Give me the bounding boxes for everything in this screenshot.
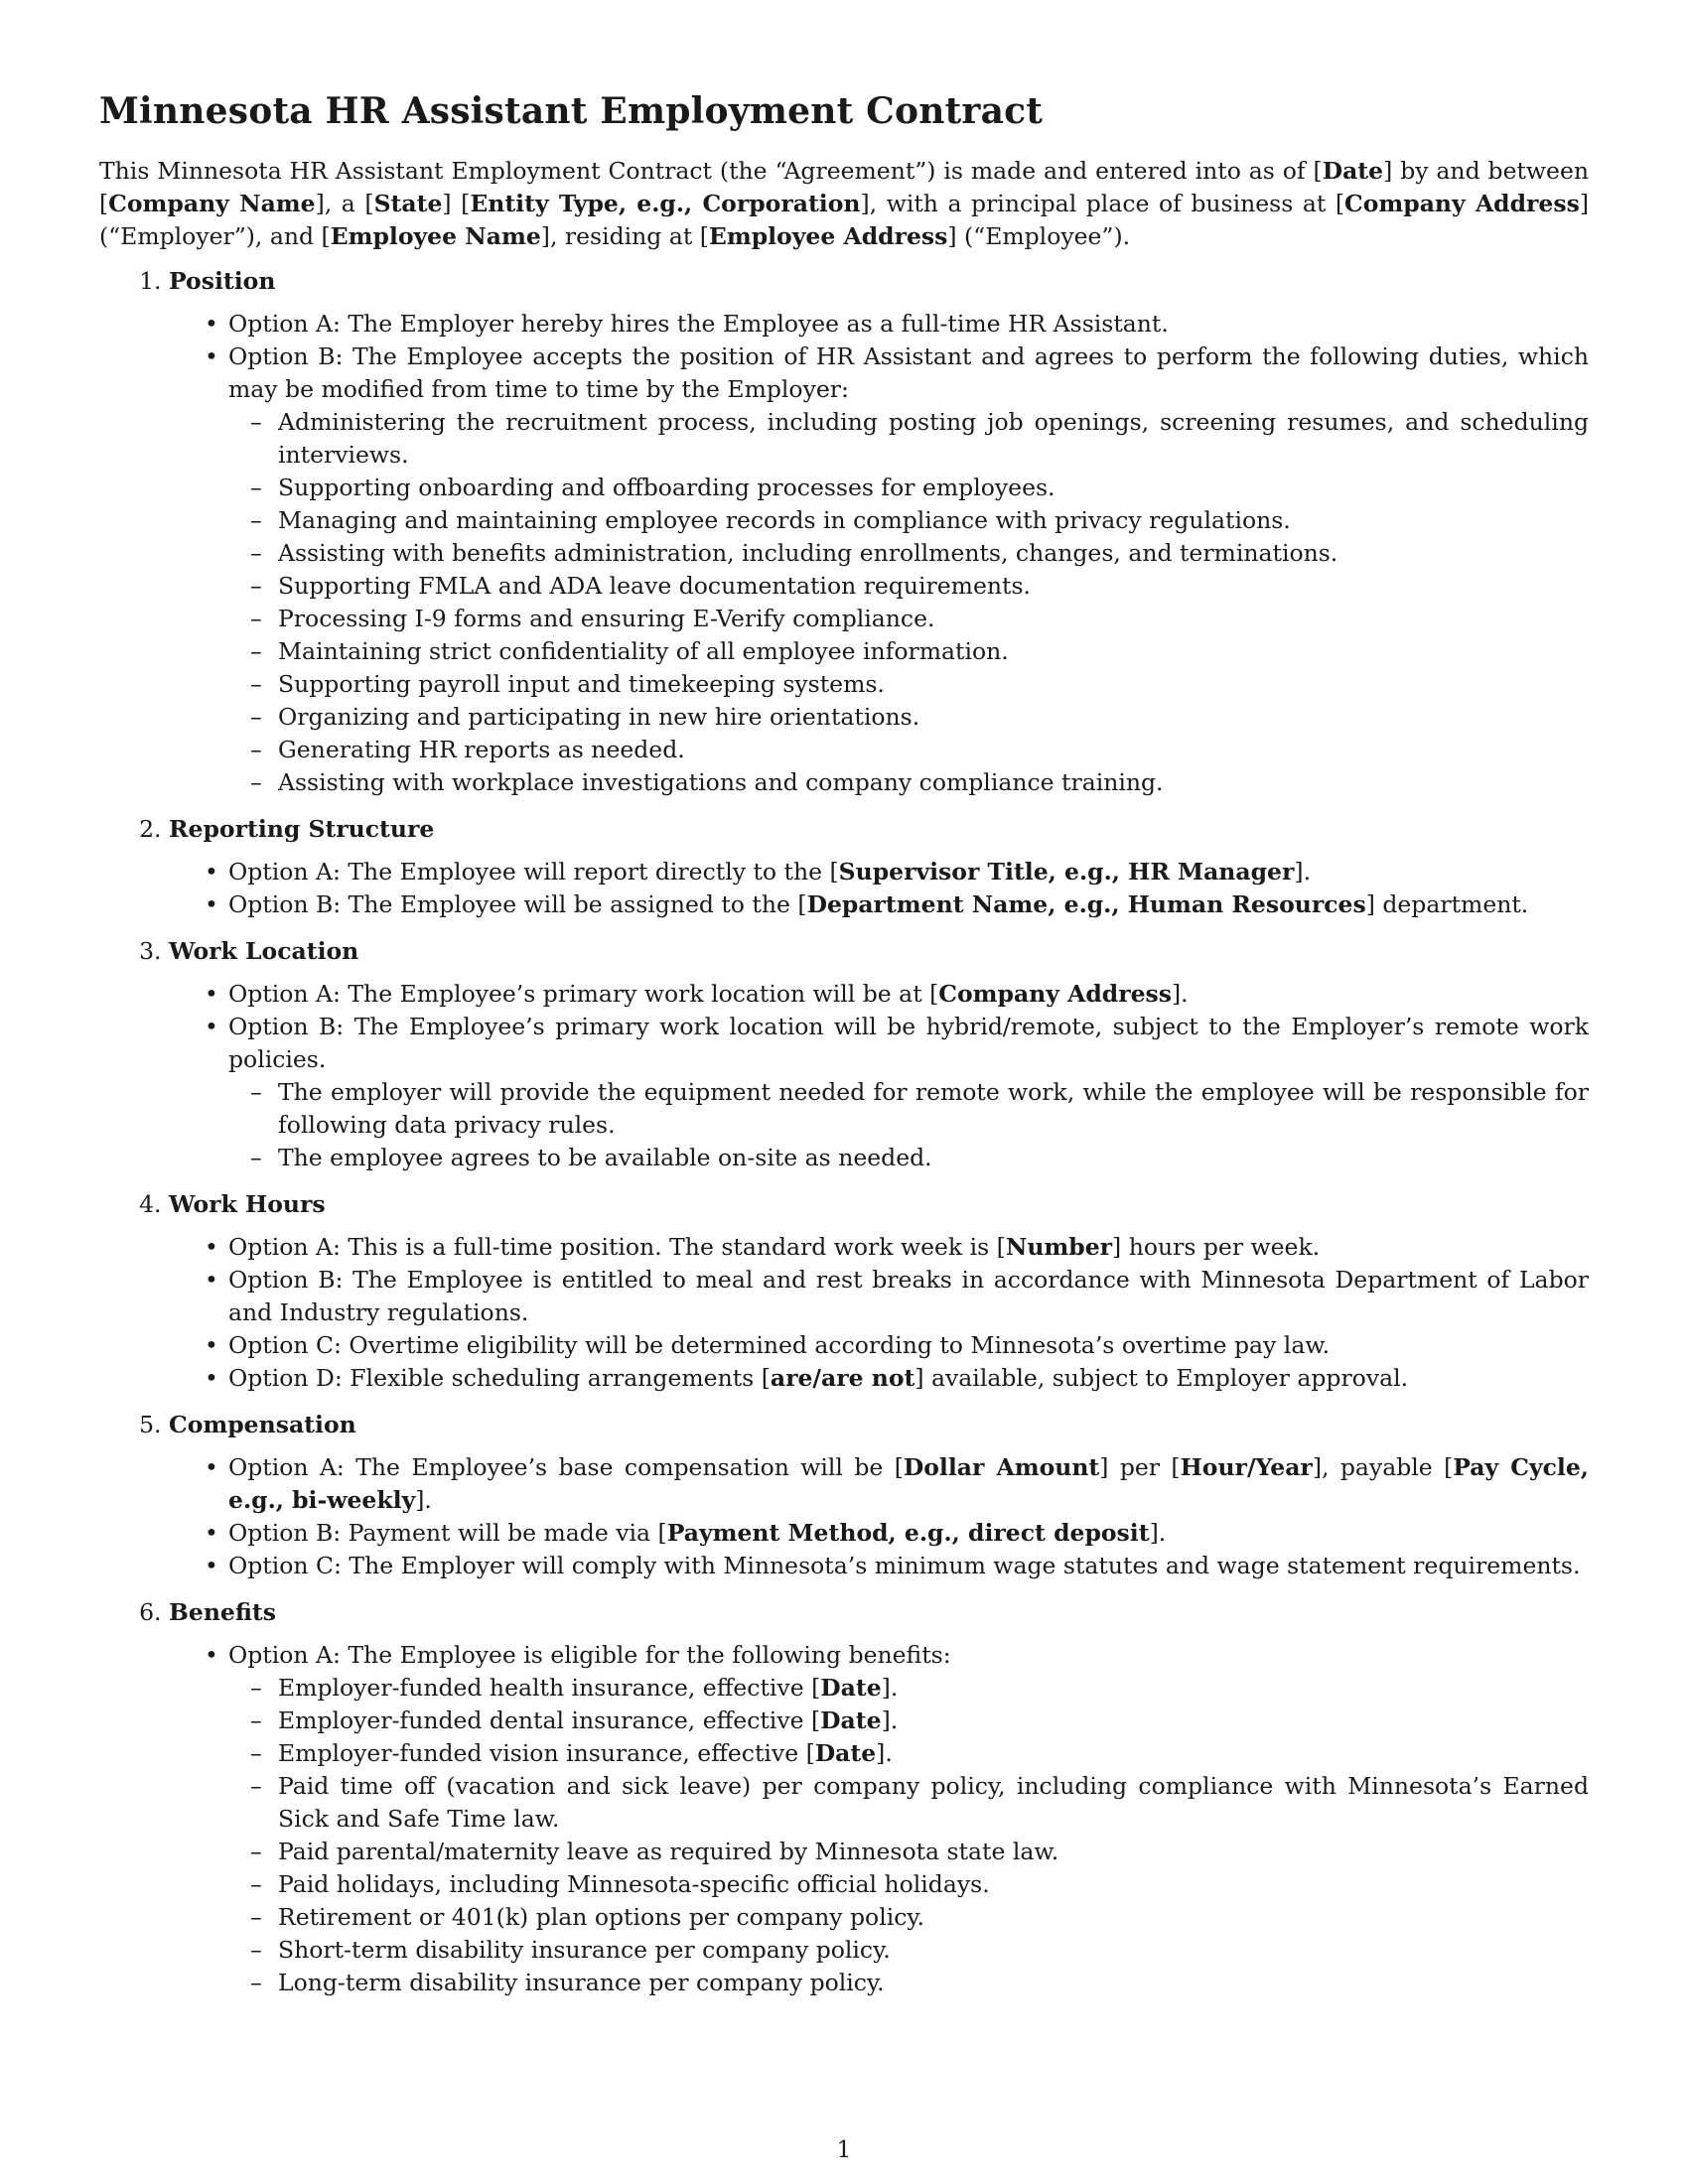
- option-item: • Option A: The Employee’s base compensation will be [Dollar Amount] per [Hour/Year], payable [Pay Cycle, e.g., bi-weekly].: [228, 1451, 1589, 1517]
- benefit-item: – Retirement or 401(k) plan options per company policy.: [278, 1901, 1589, 1934]
- duty-item: – Administering the recruitment process, including posting job openings, screening resumes, and scheduling interviews.: [278, 406, 1589, 472]
- page-number: 1: [836, 2137, 852, 2163]
- option-item: • Option B: The Employee’s primary work location will be hybrid/remote, subject to the Employer’s remote work policies. – The employer will provide the equipment needed for remote work, while the employee will be responsible for following data privacy rules. – The employee agrees to be available on-site as needed.: [228, 1011, 1589, 1174]
- option-item: • Option D: Flexible scheduling arrangements [are/are not] available, subject to Employer approval.: [228, 1362, 1589, 1395]
- duty-item: – Maintaining strict confidentiality of all employee information.: [278, 635, 1589, 668]
- benefit-item: – Employer-funded dental insurance, effective [Date].: [278, 1705, 1589, 1737]
- section-title: 3. Work Location: [169, 937, 359, 965]
- option-item: • Option B: The Employee will be assigned to the [Department Name, e.g., Human Resources] department.: [228, 888, 1589, 921]
- sub-item: – The employee agrees to be available on-site as needed.: [278, 1142, 1589, 1174]
- option-item: • Option B: The Employee is entitled to meal and rest breaks in accordance with Minnesota Department of Labor and Industry regulations.: [228, 1264, 1589, 1329]
- duty-item: – Assisting with workplace investigations and company compliance training.: [278, 766, 1589, 799]
- duty-item: – Organizing and participating in new hire orientations.: [278, 701, 1589, 734]
- intro-paragraph: This Minnesota HR Assistant Employment Contract (the “Agreement”) is made and entered into as of [Date] by and between [Company Name], a [State] [Entity Type, e.g., Corporation], with a principal place of business at [Company Address] (“Employer”), and [Employee Name], residing at [Employee Address] (“Employee”).: [99, 157, 1590, 250]
- benefit-item: – Employer-funded vision insurance, effective [Date].: [278, 1737, 1589, 1770]
- option-item: • Option A: This is a full-time position. The standard work week is [Number] hours per week.: [228, 1231, 1589, 1264]
- option-item: • Option C: Overtime eligibility will be determined according to Minnesota’s overtime pay law.: [228, 1329, 1589, 1362]
- contract-sections: [99, 265, 1589, 1999]
- section-compensation: [169, 1409, 1589, 1582]
- duty-item: – Generating HR reports as needed.: [278, 734, 1589, 766]
- section-benefits: [169, 1596, 1589, 1999]
- benefit-item: – Paid time off (vacation and sick leave) per company policy, including compliance with Minnesota’s Earned Sick and Safe Time law.: [278, 1770, 1589, 1836]
- duty-item: – Supporting onboarding and offboarding processes for employees.: [278, 472, 1589, 504]
- section-title: 4. Work Hours: [169, 1190, 326, 1218]
- option-item: • Option A: The Employee’s primary work location will be at [Company Address].: [228, 978, 1589, 1011]
- benefits-list: [228, 1672, 1589, 1999]
- sub-item: – The employer will provide the equipment needed for remote work, while the employee will be responsible for following data privacy rules.: [278, 1076, 1589, 1142]
- option-item: • Option C: The Employer will comply with Minnesota’s minimum wage statutes and wage statement requirements.: [228, 1550, 1589, 1582]
- document-title: Minnesota HR Assistant Employment Contract: [99, 90, 1044, 132]
- section-title: 2. Reporting Structure: [169, 815, 435, 843]
- option-item: • Option B: Payment will be made via [Payment Method, e.g., direct deposit].: [228, 1517, 1589, 1550]
- option-item: • Option A: The Employee will report directly to the [Supervisor Title, e.g., HR Manager].: [228, 856, 1589, 888]
- duty-item: – Supporting payroll input and timekeeping systems.: [278, 668, 1589, 701]
- option-item: • Option A: The Employer hereby hires the Employee as a full-time HR Assistant.: [228, 308, 1589, 341]
- section-reporting-structure: [169, 813, 1589, 921]
- duty-item: – Processing I-9 forms and ensuring E-Verify compliance.: [278, 603, 1589, 635]
- duty-item: – Managing and maintaining employee records in compliance with privacy regulations.: [278, 504, 1589, 537]
- section-title: 5. Compensation: [169, 1411, 356, 1438]
- option-item: • Option B: The Employee accepts the position of HR Assistant and agrees to perform the following duties, which may be modified from time to time by the Employer: – Administering the recruitment process, including posting job openings, screening resumes, and scheduling interviews. – Supporting onboarding and offboarding processes for employees. – Managing and maintaining employee records in compliance with privacy regulations. – Assisting with benefits administration, including enrollments, changes, and terminations. – Supporting FMLA and ADA leave documentation requirements. – Processing I-9 forms and ensuring E-Verify compliance. – Maintaining strict confidentiality of all employee information. – Supporting payroll input and timekeeping systems. – Organizing and participating in new hire orientations. – Generating HR reports as needed. – Assisting with workplace investigations and company compliance training.: [228, 341, 1589, 799]
- section-title: 6. Benefits: [169, 1598, 277, 1626]
- benefit-item: – Paid holidays, including Minnesota-specific official holidays.: [278, 1868, 1589, 1901]
- section-work-location: [169, 935, 1589, 1174]
- benefit-item: – Long-term disability insurance per company policy.: [278, 1967, 1589, 1999]
- section-position: [169, 265, 1589, 799]
- section-work-hours: [169, 1188, 1589, 1395]
- duty-item: – Assisting with benefits administration, including enrollments, changes, and terminations.: [278, 537, 1589, 570]
- benefit-item: – Employer-funded health insurance, effective [Date].: [278, 1672, 1589, 1705]
- benefit-item: – Short-term disability insurance per company policy.: [278, 1934, 1589, 1967]
- benefit-item: – Paid parental/maternity leave as required by Minnesota state law.: [278, 1836, 1589, 1868]
- duty-item: – Supporting FMLA and ADA leave documentation requirements.: [278, 570, 1589, 603]
- option-item: • Option A: The Employee is eligible for the following benefits: – Employer-funded health insurance, effective [Date]. – Employer-funded dental insurance, effective [Date]. – Employer-funded vision insurance, effective [Date]. – Paid time off (vacation and sick leave) per company policy, including compliance with Minnesota’s Earned Sick and Safe Time law. – Paid parental/maternity leave as required by Minnesota state law. – Paid holidays, including Minnesota-specific official holidays. – Retirement or 401(k) plan options per company policy. – Short-term disability insurance per company policy. – Long-term disability insurance per company policy.: [228, 1639, 1589, 1999]
- duties-list: [228, 406, 1589, 799]
- section-title: 1. Position: [169, 267, 276, 295]
